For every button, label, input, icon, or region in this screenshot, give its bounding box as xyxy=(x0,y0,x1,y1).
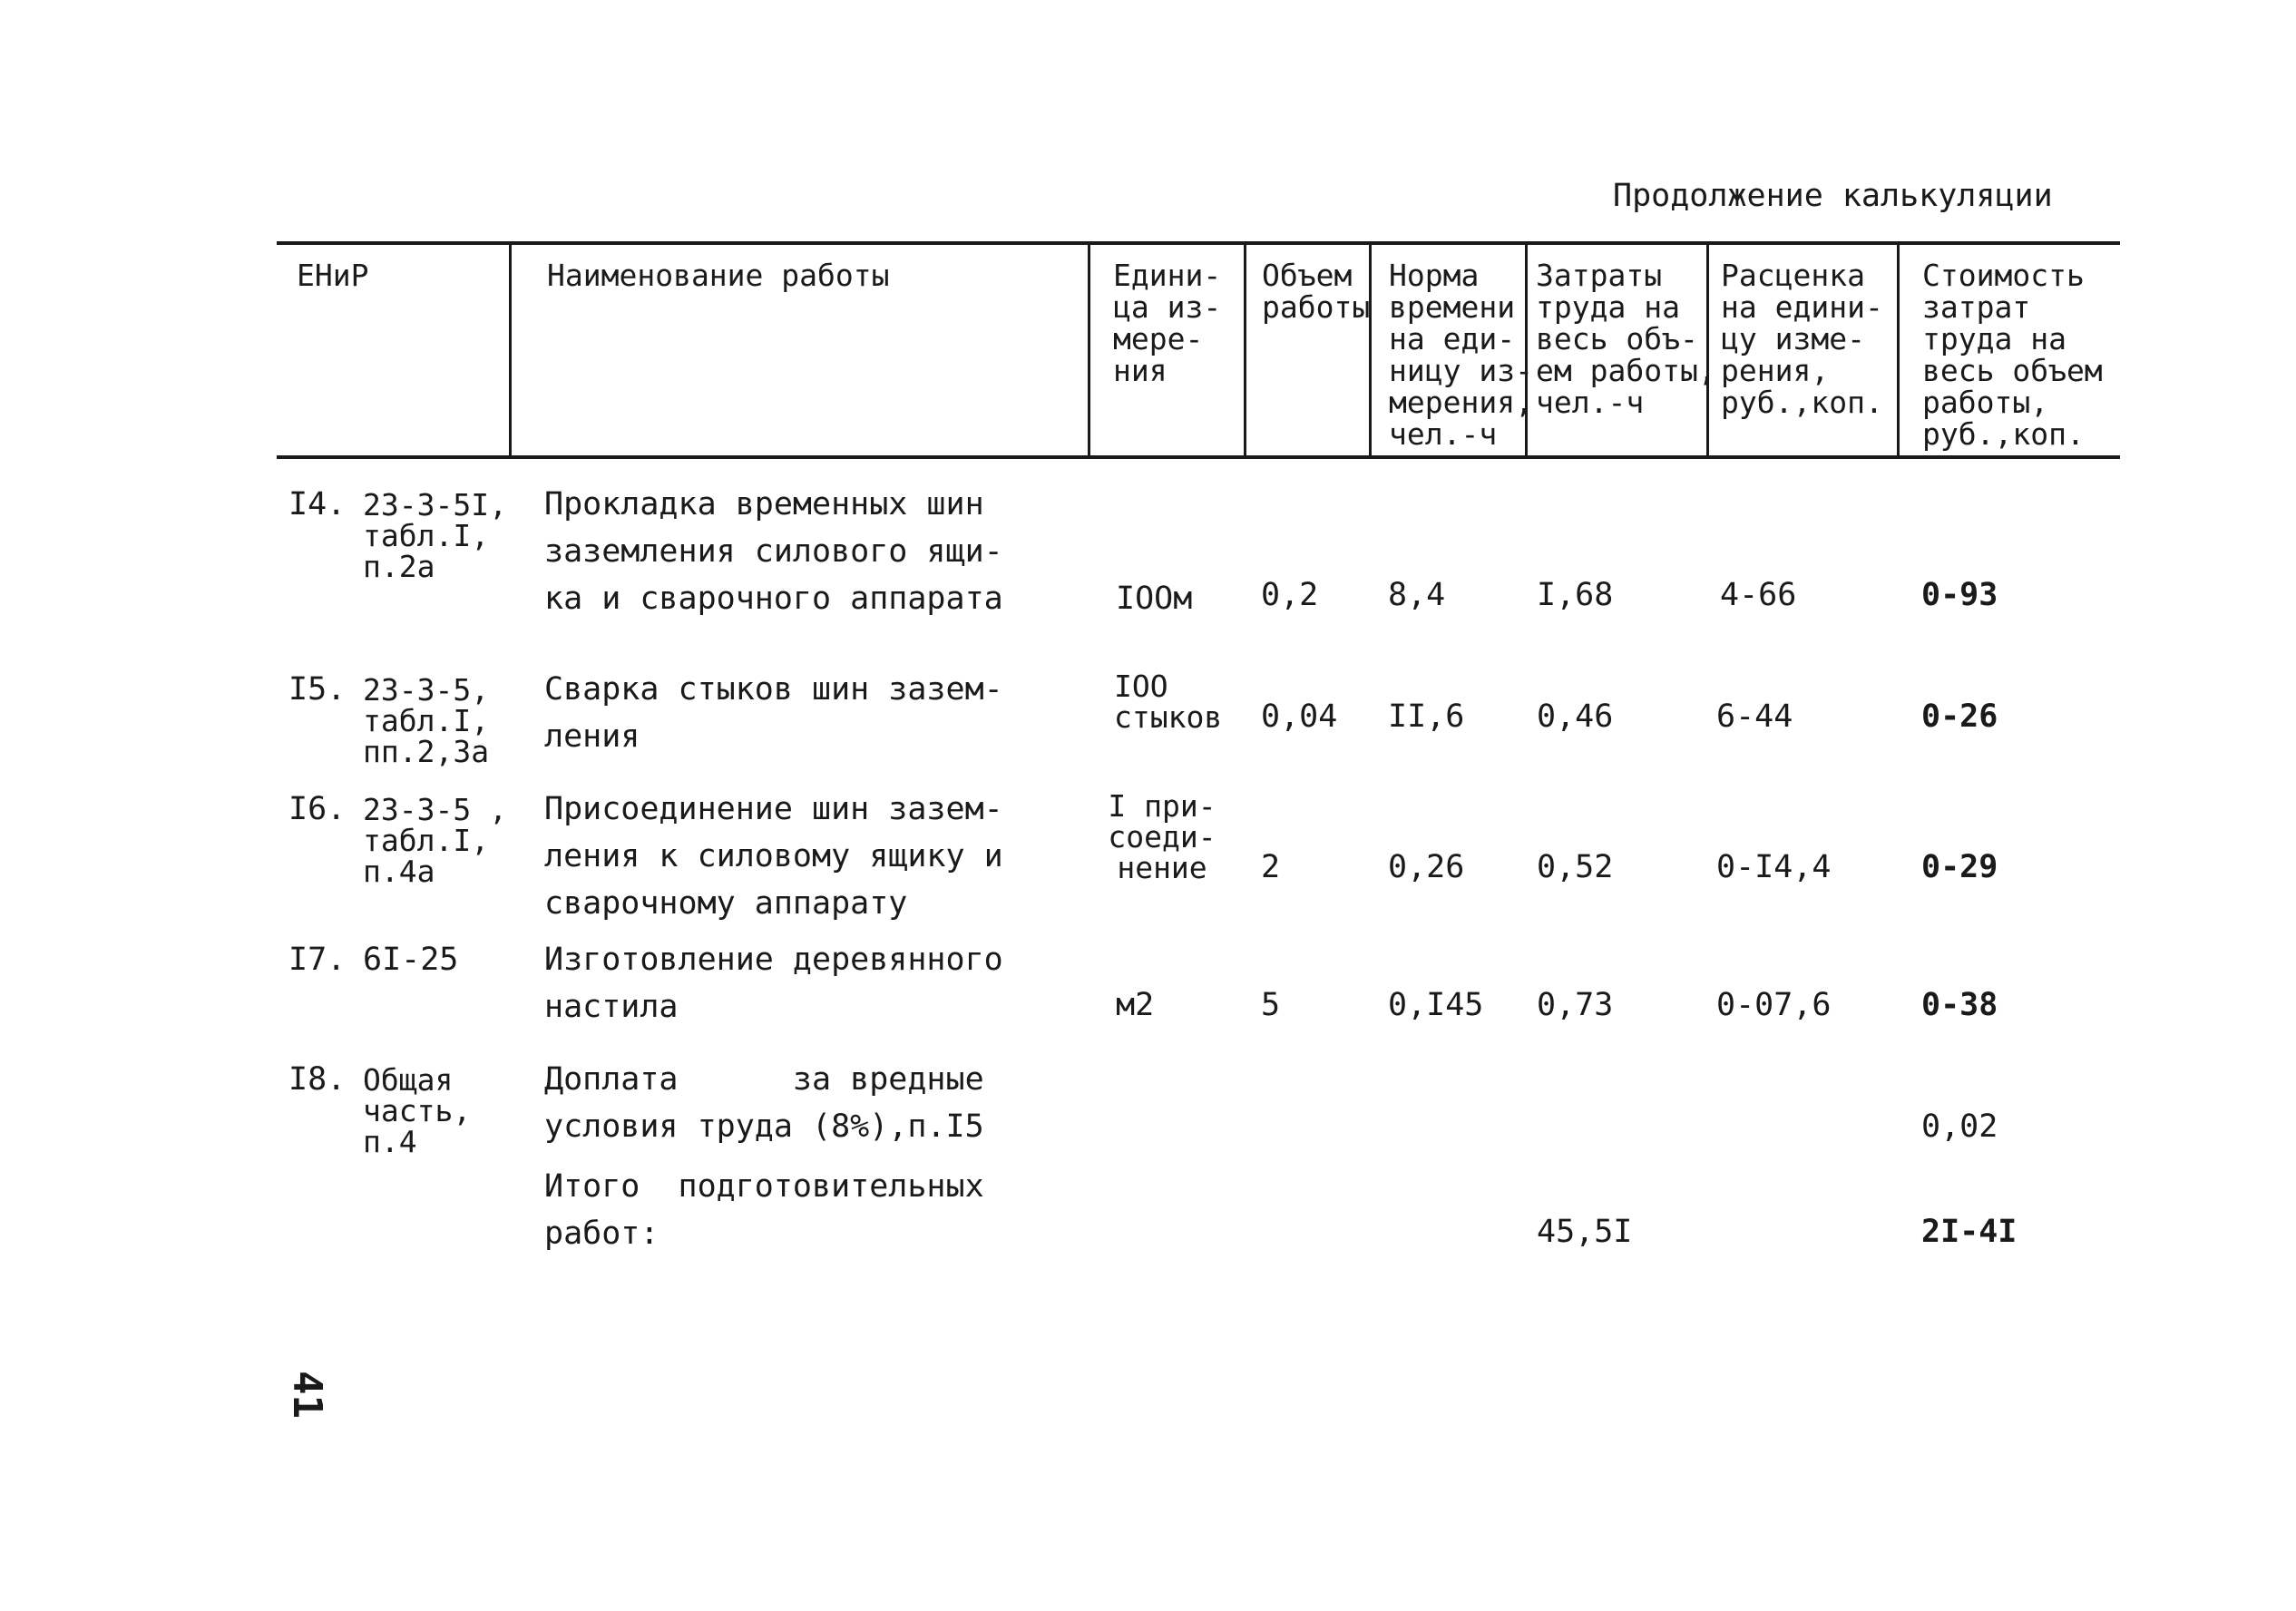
calculation-table-header xyxy=(277,241,2120,459)
row-unit-rate: 4-66 xyxy=(1720,577,1797,613)
row-enir: 6I-25 xyxy=(363,942,459,978)
row-enir: Общая часть, п.4 xyxy=(363,1062,472,1159)
row-work-name: Прокладка временных шин заземления силового ящи- ка и сварочного аппарата xyxy=(544,486,1003,617)
row-volume: 5 xyxy=(1261,987,1281,1023)
row-unit-rate: 6-44 xyxy=(1716,698,1793,735)
header-unit: Едини- ца из- мере- ния xyxy=(1113,258,1222,388)
row-labor-cost: 0,73 xyxy=(1537,987,1614,1023)
page-number: 41 xyxy=(283,1371,330,1419)
total-labor-cost: 45,5I xyxy=(1537,1214,1633,1250)
row-number: I4. xyxy=(288,486,347,522)
header-labor-cost: Затраты труда на весь объ- ем работы, чел.-ч xyxy=(1536,258,1716,420)
header-total-cost: Стоимость затрат труда на весь объем работы, руб.,коп. xyxy=(1922,258,2103,452)
row-unit: I при- соеди- нение xyxy=(1108,788,1216,885)
row-total-cost: 0-38 xyxy=(1921,987,1998,1023)
row-number: I8. xyxy=(288,1061,347,1098)
row-volume: 0,2 xyxy=(1261,577,1319,613)
row-total-cost: 0-26 xyxy=(1921,698,1998,735)
row-unit: м2 xyxy=(1116,987,1155,1023)
column-divider xyxy=(1897,245,1900,455)
row-enir: 23-3-5I, табл.I, п.2а xyxy=(363,487,507,584)
header-enir: ЕНиР xyxy=(297,258,369,293)
row-unit: IОО стыков xyxy=(1114,669,1223,735)
row-total-cost: 0-93 xyxy=(1921,577,1998,613)
row-unit: IООм xyxy=(1116,581,1193,617)
column-divider xyxy=(509,245,512,455)
total-cost: 2I-4I xyxy=(1921,1214,2018,1250)
row-time-norm: II,6 xyxy=(1388,698,1465,735)
row-time-norm: 0,26 xyxy=(1388,849,1465,885)
header-volume: Объем работы xyxy=(1262,258,1371,325)
row-work-name: Доплата за вредные условия труда (8%),п.I5 xyxy=(544,1061,984,1145)
page-heading: Продолжение калькуляции xyxy=(1613,178,2053,214)
row-volume: 0,04 xyxy=(1261,698,1338,735)
column-divider xyxy=(1244,245,1246,455)
row-number: I7. xyxy=(288,942,347,978)
row-unit-rate: 0-07,6 xyxy=(1716,987,1832,1023)
row-enir: 23-3-5 , табл.I, п.4а xyxy=(363,792,507,889)
row-number: I5. xyxy=(288,671,347,708)
row-work-name: Изготовление деревянного настила xyxy=(544,942,1003,1025)
total-label: Итого подготовительных работ: xyxy=(544,1168,984,1252)
row-enir: 23-3-5, табл.I, пп.2,3а xyxy=(363,672,490,769)
row-time-norm: 0,I45 xyxy=(1388,987,1484,1023)
row-volume: 2 xyxy=(1261,849,1281,885)
header-time-norm: Норма времени на еди- ницу из- мерения, чел.-ч xyxy=(1389,258,1533,452)
row-total-cost: 0-29 xyxy=(1921,849,1998,885)
row-time-norm: 8,4 xyxy=(1388,577,1446,613)
row-work-name: Присоединение шин зазем- ления к силовому ящику и сварочному аппарату xyxy=(544,791,1003,922)
header-unit-rate: Расценка на едини- цу изме- рения, руб.,коп. xyxy=(1721,258,1883,420)
row-labor-cost: 0,46 xyxy=(1537,698,1614,735)
row-work-name: Сварка стыков шин зазем- ления xyxy=(544,671,1003,755)
row-number: I6. xyxy=(288,791,347,827)
row-unit-rate: 0-I4,4 xyxy=(1716,849,1832,885)
column-divider xyxy=(1088,245,1090,455)
row-total-cost: 0,02 xyxy=(1921,1108,1998,1145)
row-labor-cost: I,68 xyxy=(1537,577,1614,613)
row-labor-cost: 0,52 xyxy=(1537,849,1614,885)
header-work-name: Наименование работы xyxy=(547,258,890,293)
